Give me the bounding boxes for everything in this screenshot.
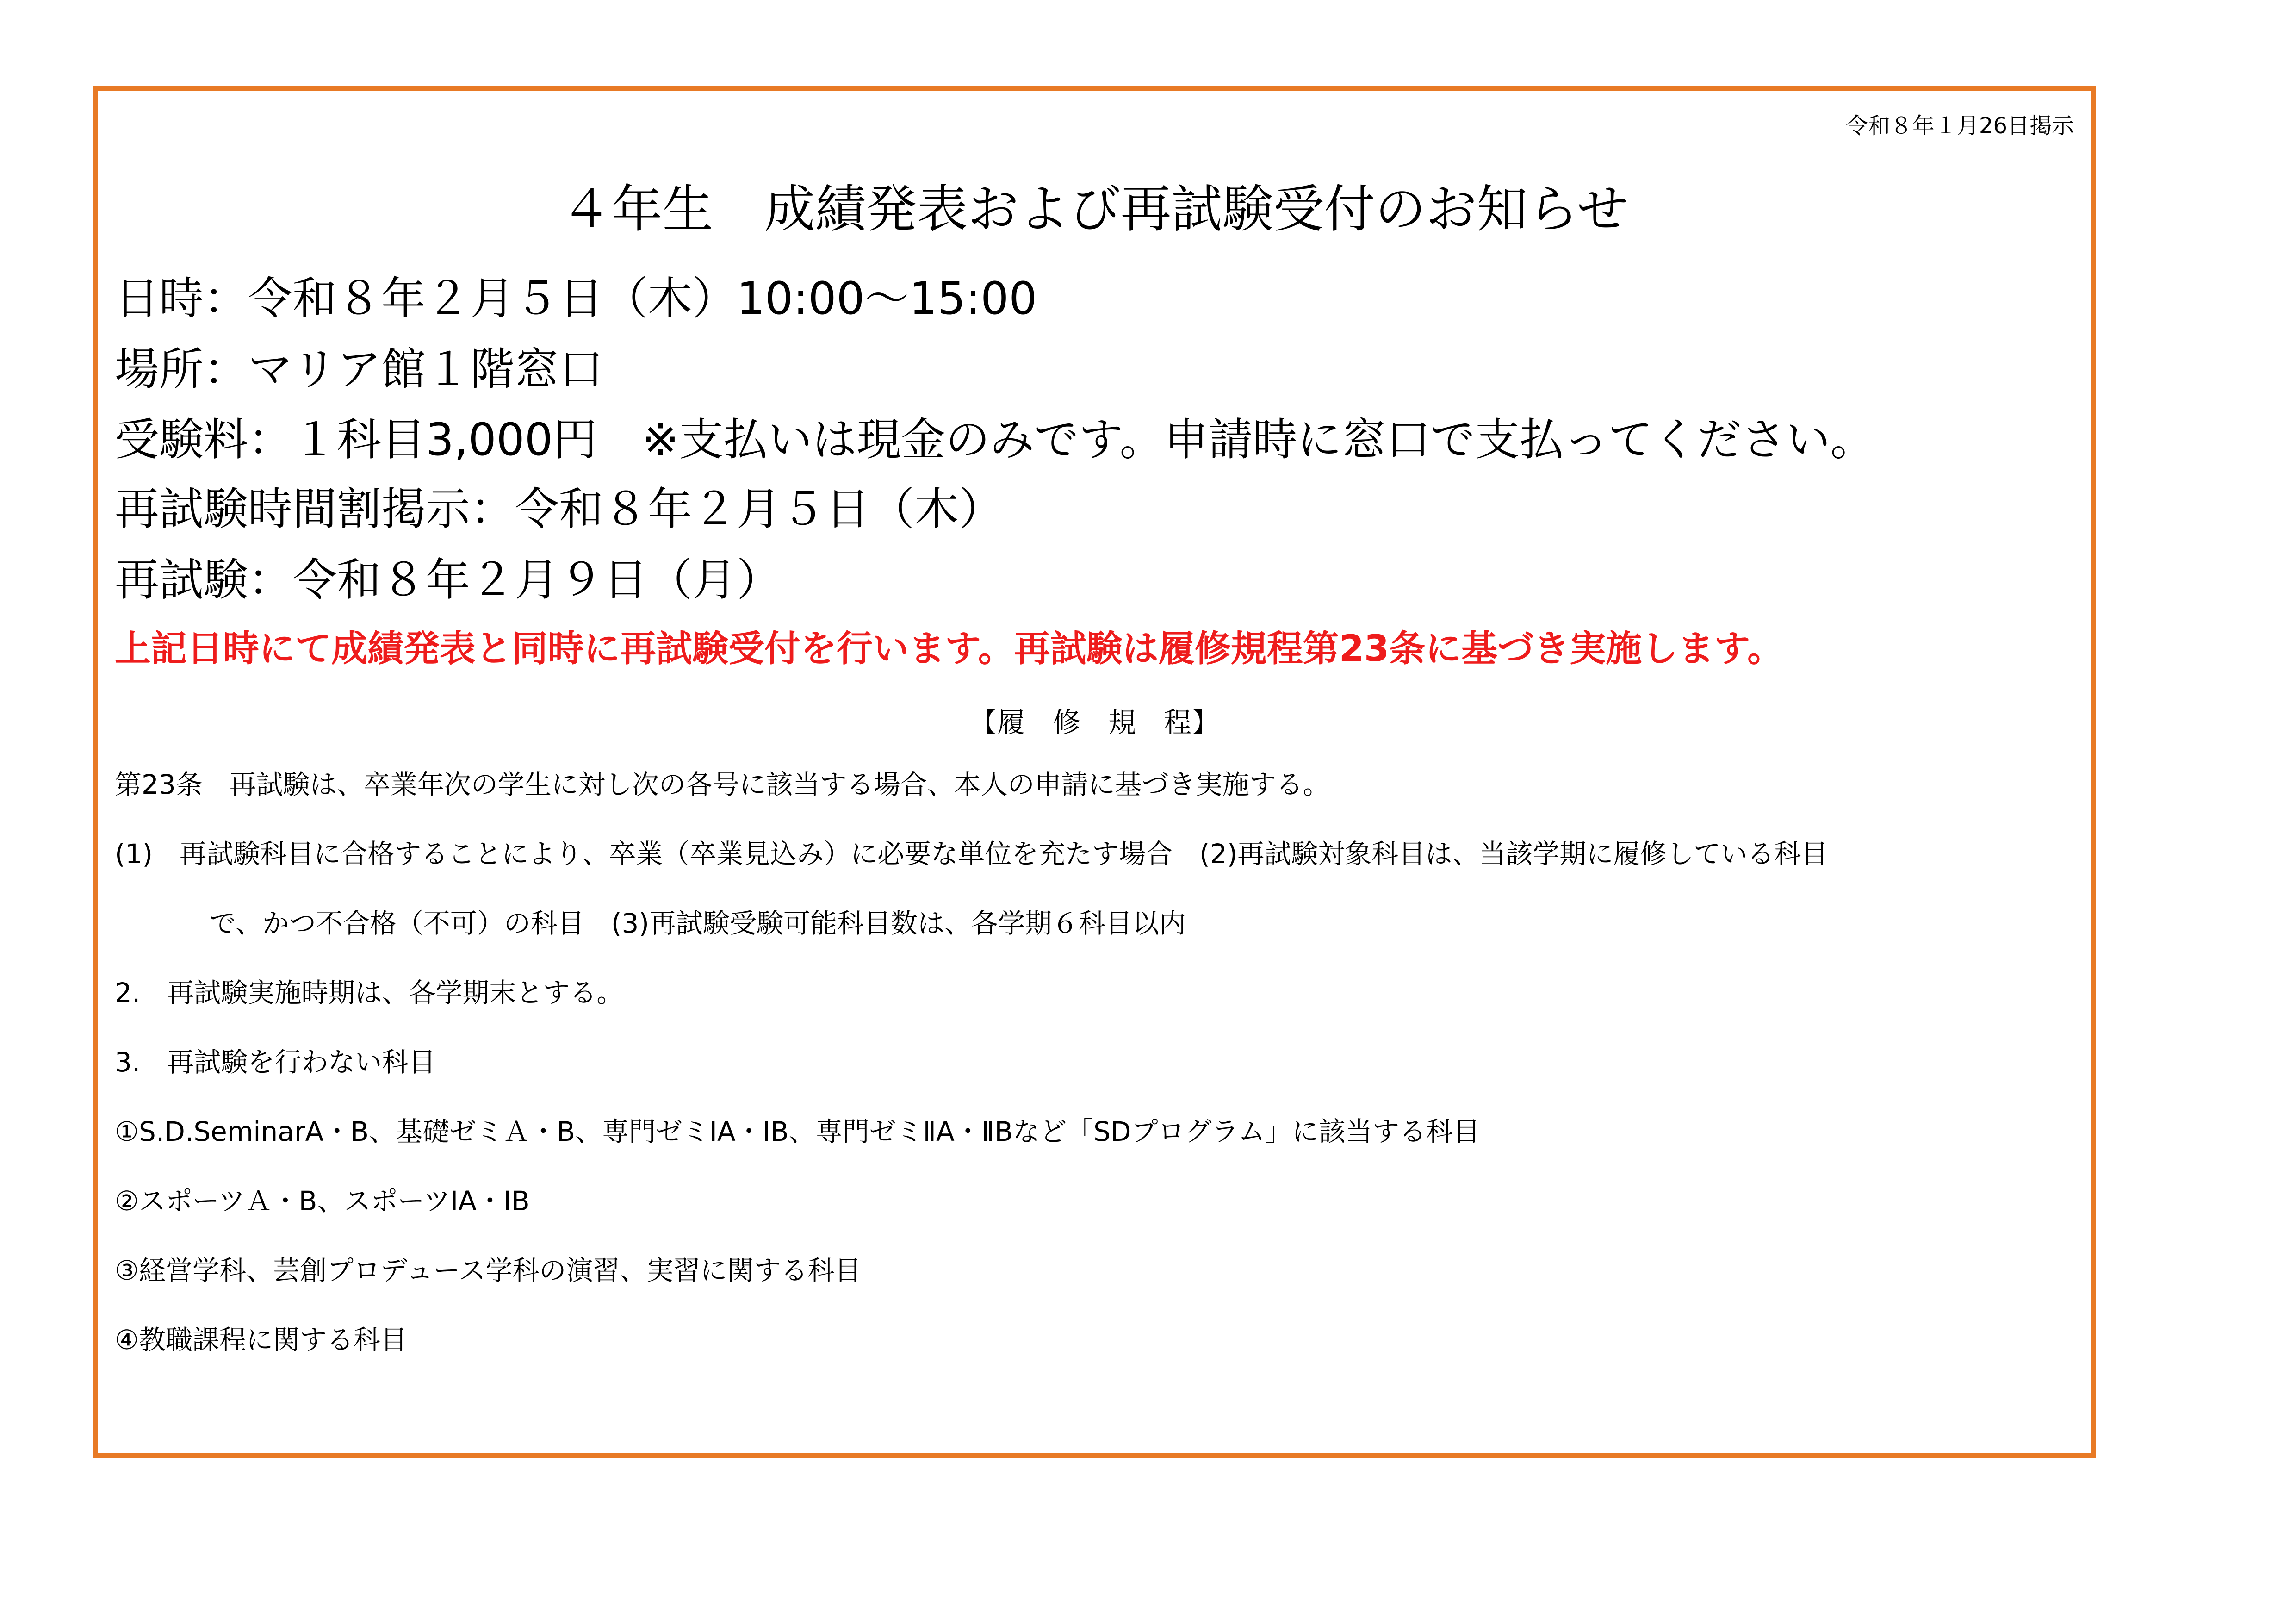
excluded-subject-3: ③経営学科、芸創プロデュース学科の演習、実習に関する科目 [115, 1255, 862, 1286]
regulation-item-1-2: (1) 再試験科目に合格することにより、卒業（卒業見込み）に必要な単位を充たす場合 (2)再試験対象科目は、当該学期に履修している科目 [115, 838, 1828, 870]
info-timetable-posting: 再試験時間割掲示：令和８年２月５日（木） [115, 483, 1003, 535]
excluded-subject-4: ④教職課程に関する科目 [115, 1324, 407, 1356]
regulation-article-23: 第23条 再試験は、卒業年次の学生に対し次の各号に該当する場合、本人の申請に基づき実施する。 [115, 769, 1330, 800]
info-fee: 受験料：１科目3,000円 ※支払いは現金のみです。申請時に窓口で支払ってください。 [115, 414, 1875, 466]
regulation-item-continuation: で、かつ不合格（不可）の科目 (3)再試験受験可能科目数は、各学期６科目以内 [209, 908, 1186, 939]
regulation-clause-3: 3. 再試験を行わない科目 [115, 1046, 436, 1078]
excluded-subject-1: ①S.D.SeminarA・B、基礎ゼミＡ・B、専門ゼミⅠA・ⅠB、専門ゼミⅡA・ⅡBなど「SDプログラム」に該当する科目 [115, 1116, 1480, 1147]
regulation-clause-2: 2. 再試験実施時期は、各学期末とする。 [115, 977, 624, 1008]
info-datetime: 日時：令和８年２月５日（木）10:00～15:00 [115, 273, 1037, 324]
posted-date: 令和８年１月26日掲示 [1845, 113, 2074, 139]
regulations-heading: 【履 修 規 程】 [969, 707, 1219, 739]
notice-frame [93, 86, 2096, 1458]
info-location: 場所：マリア館１階窓口 [115, 343, 603, 395]
info-retest-date: 再試験：令和８年２月９日（月） [115, 554, 781, 606]
excluded-subject-2: ②スポーツＡ・B、スポーツⅠA・ⅠB [115, 1185, 530, 1217]
notice-title: ４年生 成績発表および再試験受付のお知らせ [560, 180, 1628, 239]
highlight-notice: 上記日時にて成績発表と同時に再試験受付を行います。再試験は履修規程第23条に基づき実施します。 [115, 628, 1784, 670]
